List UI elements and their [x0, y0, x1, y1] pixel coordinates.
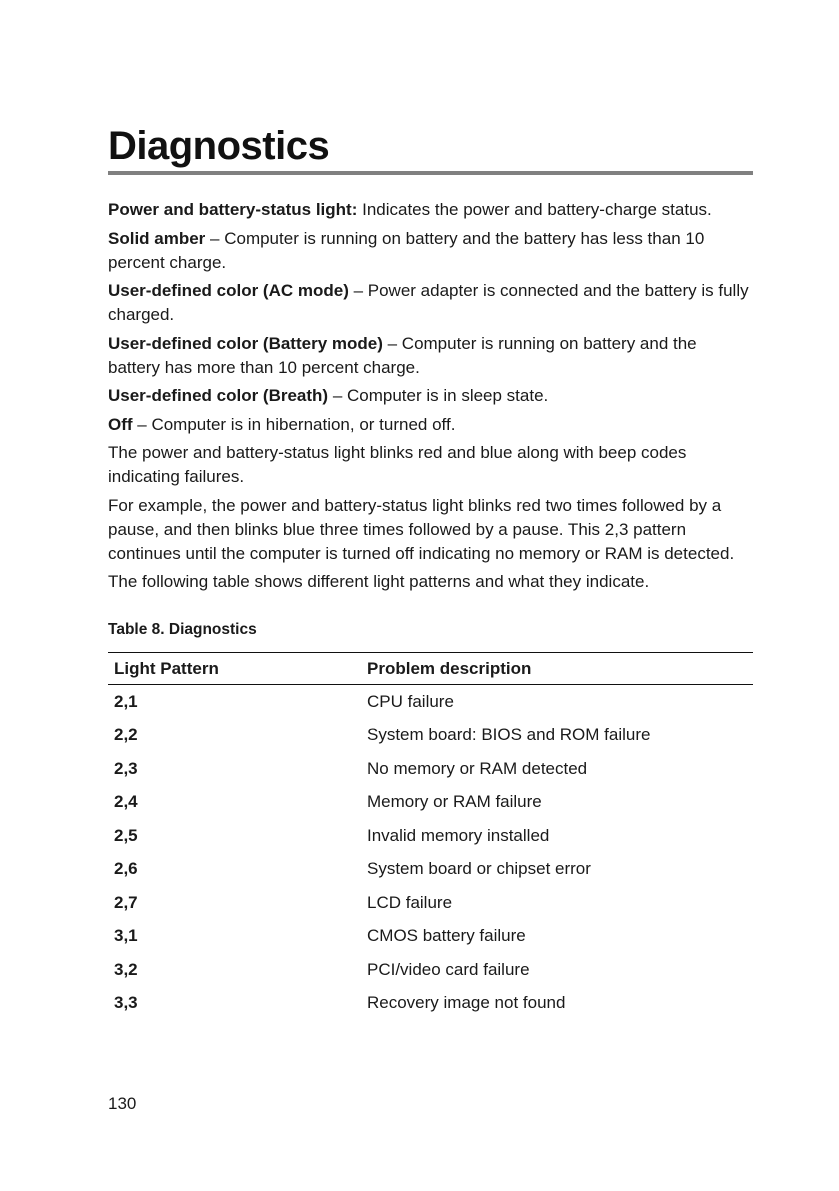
table-row — [108, 685, 753, 719]
paragraph-text: The power and battery-status light blinks red and blue along with beep codes indicating failures. — [108, 443, 687, 486]
problem-description-cell: CMOS battery failure — [367, 926, 526, 946]
light-pattern-cell: 2,6 — [114, 859, 138, 879]
column-header-problem-description: Problem description — [361, 653, 753, 685]
paragraph-text: – Computer is running on battery and the battery has more than 10 percent charge. — [108, 333, 697, 377]
light-pattern-cell: 2,3 — [114, 758, 138, 778]
paragraph-text: – Power adapter is connected and the battery is fully charged. — [108, 281, 749, 324]
paragraph — [108, 332, 753, 380]
light-pattern-cell: 2,1 — [114, 691, 138, 711]
paragraph-lead: User-defined color (Battery mode) — [108, 333, 383, 353]
body-text — [108, 198, 753, 599]
paragraph-text: The following table shows different light patterns and what they indicate. — [108, 572, 650, 591]
problem-description-cell: CPU failure — [367, 691, 454, 711]
paragraph — [108, 279, 753, 327]
problem-description-cell: No memory or RAM detected — [367, 758, 588, 778]
problem-description-cell: PCI/video card failure — [367, 959, 530, 979]
paragraph-text: Indicates the power and battery-charge status. — [357, 200, 712, 219]
paragraph — [108, 384, 753, 408]
table-row — [108, 853, 753, 887]
paragraph — [108, 441, 753, 489]
light-pattern-cell: 3,2 — [114, 959, 138, 979]
light-pattern-cell: 2,5 — [114, 825, 138, 845]
page-number: 130 — [108, 1094, 137, 1113]
problem-description-cell: System board or chipset error — [367, 859, 591, 879]
table-row — [108, 719, 753, 753]
problem-description-cell: Recovery image not found — [367, 993, 566, 1013]
paragraph — [108, 570, 753, 594]
problem-description-cell: LCD failure — [367, 892, 453, 912]
table-row — [108, 920, 753, 954]
table-row — [108, 819, 753, 853]
light-pattern-cell: 3,3 — [114, 993, 138, 1013]
table-row — [108, 953, 753, 987]
problem-description-cell: Memory or RAM failure — [367, 792, 542, 812]
paragraph-text: For example, the power and battery-status light blinks red two times followed by a pause, and then blinks blue three times followed by a pause. This 2,3 pattern continues until the computer is turned off indicating no memory or RAM is detected. — [108, 495, 735, 563]
paragraph-text: – Computer is running on battery and the battery has less than 10 percent charge. — [108, 228, 705, 272]
table-header-row — [108, 653, 753, 685]
paragraph — [108, 413, 753, 437]
table-row — [108, 786, 753, 820]
column-header-light-pattern: Light Pattern — [108, 653, 361, 685]
table-row — [108, 886, 753, 920]
light-pattern-cell: 3,1 — [114, 926, 138, 946]
problem-description-cell: Invalid memory installed — [367, 825, 550, 845]
diagnostics-table — [108, 652, 753, 1020]
table-row — [108, 752, 753, 786]
paragraph-lead: User-defined color (AC mode) — [108, 281, 349, 300]
paragraph-text: – Computer is in hibernation, or turned off. — [132, 414, 456, 434]
light-pattern-cell: 2,7 — [114, 892, 138, 912]
paragraph-lead: User-defined color (Breath) — [108, 386, 329, 405]
table-row — [108, 987, 753, 1021]
page-title: Diagnostics — [108, 124, 330, 168]
paragraph — [108, 198, 753, 222]
paragraph-lead: Off — [108, 414, 133, 434]
paragraph-lead: Solid amber — [108, 228, 206, 248]
paragraph — [108, 494, 753, 566]
light-pattern-cell: 2,4 — [114, 792, 138, 812]
light-pattern-cell: 2,2 — [114, 725, 138, 745]
paragraph-text: – Computer is in sleep state. — [328, 386, 549, 405]
title-underline — [108, 171, 753, 175]
paragraph — [108, 227, 753, 275]
paragraph-lead: Power and battery-status light: — [108, 200, 358, 219]
table-caption: Table 8. Diagnostics — [108, 621, 257, 638]
problem-description-cell: System board: BIOS and ROM failure — [367, 725, 651, 745]
